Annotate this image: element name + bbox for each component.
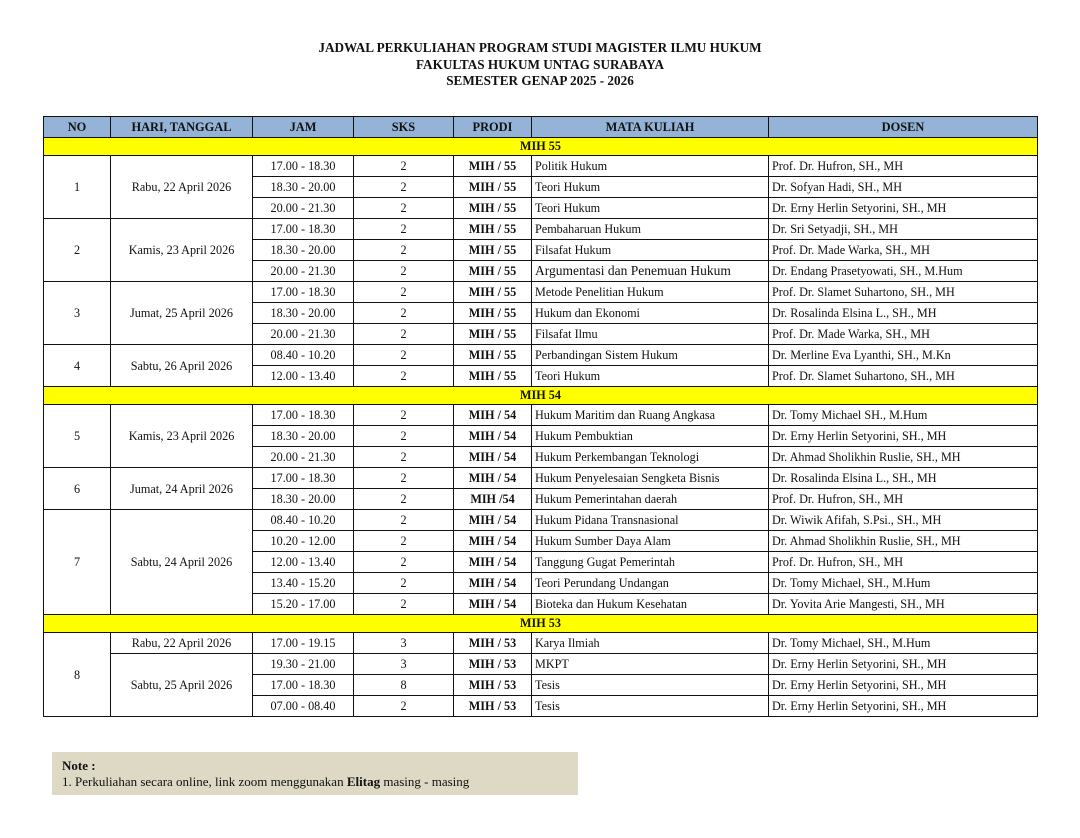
table-row: [44, 468, 1038, 489]
header-sks: SKS: [354, 117, 454, 138]
cell-dosen: Dr. Rosalinda Elsina L., SH., MH: [769, 303, 1038, 324]
cell-dosen: Prof. Dr. Made Warka, SH., MH: [769, 240, 1038, 261]
cell-mata-kuliah: Hukum Pemerintahan daerah: [532, 489, 769, 510]
cell-prodi: MIH / 55: [454, 324, 532, 345]
cell-mata-kuliah: Tanggung Gugat Pemerintah: [532, 552, 769, 573]
cell-mata-kuliah: Karya Ilmiah: [532, 633, 769, 654]
cell-mata-kuliah: Teori Hukum: [532, 198, 769, 219]
cell-no: 4: [44, 345, 111, 387]
cell-dosen: Dr. Tomy Michael, SH., M.Hum: [769, 633, 1038, 654]
cell-mata-kuliah: Hukum Penyelesaian Sengketa Bisnis: [532, 468, 769, 489]
cell-dosen: Dr. Tomy Michael SH., M.Hum: [769, 405, 1038, 426]
cell-no: 5: [44, 405, 111, 468]
table-row: [44, 654, 1038, 675]
cell-prodi: MIH / 54: [454, 594, 532, 615]
cell-sks: 2: [354, 405, 454, 426]
cell-dosen: Dr. Erny Herlin Setyorini, SH., MH: [769, 675, 1038, 696]
group-row: [44, 387, 1038, 405]
cell-dosen: Dr. Erny Herlin Setyorini, SH., MH: [769, 426, 1038, 447]
table-row: [44, 219, 1038, 240]
cell-jam: 17.00 - 18.30: [253, 219, 354, 240]
cell-prodi: MIH / 54: [454, 531, 532, 552]
header-jam: JAM: [253, 117, 354, 138]
table-row: [44, 345, 1038, 366]
cell-jam: 20.00 - 21.30: [253, 261, 354, 282]
cell-sks: 2: [354, 531, 454, 552]
table-body: [44, 138, 1038, 717]
cell-sks: 2: [354, 240, 454, 261]
cell-mata-kuliah: Tesis: [532, 696, 769, 717]
cell-prodi: MIH / 54: [454, 468, 532, 489]
cell-sks: 2: [354, 468, 454, 489]
cell-mata-kuliah: Pembaharuan Hukum: [532, 219, 769, 240]
cell-mata-kuliah: Teori Perundang Undangan: [532, 573, 769, 594]
cell-jam: 13.40 - 15.20: [253, 573, 354, 594]
cell-jam: 17.00 - 18.30: [253, 156, 354, 177]
cell-dosen: Dr. Ahmad Sholikhin Ruslie, SH., MH: [769, 447, 1038, 468]
cell-prodi: MIH / 55: [454, 345, 532, 366]
cell-jam: 18.30 - 20.00: [253, 240, 354, 261]
cell-dosen: Prof. Dr. Hufron, SH., MH: [769, 489, 1038, 510]
cell-sks: 2: [354, 552, 454, 573]
note-text-bold: Elitag: [346, 774, 381, 789]
cell-mata-kuliah: Hukum Pembuktian: [532, 426, 769, 447]
table-row: [44, 156, 1038, 177]
cell-dosen: Dr. Endang Prasetyowati, SH., M.Hum: [769, 261, 1038, 282]
cell-sks: 2: [354, 447, 454, 468]
cell-mata-kuliah: Tesis: [532, 675, 769, 696]
cell-jam: 17.00 - 18.30: [253, 282, 354, 303]
cell-prodi: MIH / 55: [454, 303, 532, 324]
cell-jam: 20.00 - 21.30: [253, 324, 354, 345]
cell-sks: 2: [354, 345, 454, 366]
cell-prodi: MIH / 55: [454, 261, 532, 282]
cell-dosen: Prof. Dr. Slamet Suhartono, SH., MH: [769, 366, 1038, 387]
cell-prodi: MIH / 55: [454, 219, 532, 240]
cell-dosen: Dr. Yovita Arie Mangesti, SH., MH: [769, 594, 1038, 615]
cell-dosen: Prof. Dr. Hufron, SH., MH: [769, 156, 1038, 177]
header-mata-kuliah: MATA KULIAH: [532, 117, 769, 138]
cell-jam: 17.00 - 18.30: [253, 405, 354, 426]
cell-sks: 3: [354, 654, 454, 675]
cell-jam: 17.00 - 19.15: [253, 633, 354, 654]
cell-sks: 2: [354, 510, 454, 531]
cell-jam: 20.00 - 21.30: [253, 447, 354, 468]
cell-sks: 3: [354, 633, 454, 654]
cell-dosen: Dr. Erny Herlin Setyorini, SH., MH: [769, 696, 1038, 717]
cell-mata-kuliah: Teori Hukum: [532, 366, 769, 387]
cell-prodi: MIH / 54: [454, 405, 532, 426]
cell-jam: 18.30 - 20.00: [253, 177, 354, 198]
cell-jam: 15.20 - 17.00: [253, 594, 354, 615]
table-row: [44, 633, 1038, 654]
cell-mata-kuliah: Hukum Maritim dan Ruang Angkasa: [532, 405, 769, 426]
note-item: [62, 774, 578, 790]
cell-mata-kuliah: Filsafat Hukum: [532, 240, 769, 261]
cell-mata-kuliah: Filsafat Ilmu: [532, 324, 769, 345]
cell-no: 3: [44, 282, 111, 345]
cell-hari-tanggal: Kamis, 23 April 2026: [111, 405, 253, 468]
cell-dosen: Prof. Dr. Hufron, SH., MH: [769, 552, 1038, 573]
cell-hari-tanggal: Sabtu, 25 April 2026: [111, 654, 253, 717]
table-header-row: [44, 117, 1038, 138]
cell-sks: 2: [354, 261, 454, 282]
header-no: NO: [44, 117, 111, 138]
cell-jam: 10.20 - 12.00: [253, 531, 354, 552]
cell-mata-kuliah: Perbandingan Sistem Hukum: [532, 345, 769, 366]
cell-jam: 12.00 - 13.40: [253, 552, 354, 573]
cell-sks: 2: [354, 594, 454, 615]
note-title: Note :: [62, 758, 96, 773]
cell-jam: 07.00 - 08.40: [253, 696, 354, 717]
cell-prodi: MIH / 55: [454, 240, 532, 261]
cell-prodi: MIH / 53: [454, 675, 532, 696]
table-row: [44, 405, 1038, 426]
cell-prodi: MIH / 54: [454, 552, 532, 573]
cell-jam: 17.00 - 18.30: [253, 675, 354, 696]
document-title-block: [0, 40, 1080, 90]
note-text-after: masing - masing: [380, 774, 470, 789]
cell-sks: 2: [354, 366, 454, 387]
cell-prodi: MIH / 55: [454, 177, 532, 198]
cell-mata-kuliah: Hukum Sumber Daya Alam: [532, 531, 769, 552]
cell-dosen: Dr. Sri Setyadji, SH., MH: [769, 219, 1038, 240]
cell-hari-tanggal: Kamis, 23 April 2026: [111, 219, 253, 282]
group-label: MIH 54: [44, 387, 1038, 405]
table-row: [44, 510, 1038, 531]
cell-sks: 2: [354, 219, 454, 240]
group-label: MIH 55: [44, 138, 1038, 156]
note-text-before: 1. Perkuliahan secara online, link zoom menggunakan: [62, 774, 347, 789]
cell-no: 6: [44, 468, 111, 510]
cell-no: 2: [44, 219, 111, 282]
note-box: [52, 752, 578, 795]
cell-mata-kuliah: Metode Penelitian Hukum: [532, 282, 769, 303]
cell-jam: 08.40 - 10.20: [253, 345, 354, 366]
cell-mata-kuliah: Politik Hukum: [532, 156, 769, 177]
cell-jam: 18.30 - 20.00: [253, 426, 354, 447]
cell-jam: 12.00 - 13.40: [253, 366, 354, 387]
cell-jam: 08.40 - 10.20: [253, 510, 354, 531]
cell-dosen: Dr. Erny Herlin Setyorini, SH., MH: [769, 654, 1038, 675]
cell-jam: 20.00 - 21.30: [253, 198, 354, 219]
cell-mata-kuliah: Bioteka dan Hukum Kesehatan: [532, 594, 769, 615]
cell-sks: 2: [354, 573, 454, 594]
cell-hari-tanggal: Sabtu, 24 April 2026: [111, 510, 253, 615]
cell-hari-tanggal: Rabu, 22 April 2026: [111, 633, 253, 654]
cell-dosen: Prof. Dr. Slamet Suhartono, SH., MH: [769, 282, 1038, 303]
schedule-table: [43, 116, 1038, 717]
cell-jam: 17.00 - 18.30: [253, 468, 354, 489]
cell-sks: 2: [354, 282, 454, 303]
cell-mata-kuliah: MKPT: [532, 654, 769, 675]
cell-jam: 18.30 - 20.00: [253, 489, 354, 510]
header-dosen: DOSEN: [769, 117, 1038, 138]
cell-dosen: Prof. Dr. Made Warka, SH., MH: [769, 324, 1038, 345]
cell-jam: 18.30 - 20.00: [253, 303, 354, 324]
cell-sks: 8: [354, 675, 454, 696]
cell-sks: 2: [354, 156, 454, 177]
cell-mata-kuliah: Argumentasi dan Penemuan Hukum: [532, 261, 769, 282]
cell-dosen: Dr. Ahmad Sholikhin Ruslie, SH., MH: [769, 531, 1038, 552]
table-row: [44, 282, 1038, 303]
cell-hari-tanggal: Jumat, 24 April 2026: [111, 468, 253, 510]
group-label: MIH 53: [44, 615, 1038, 633]
cell-hari-tanggal: Rabu, 22 April 2026: [111, 156, 253, 219]
cell-dosen: Dr. Wiwik Afifah, S.Psi., SH., MH: [769, 510, 1038, 531]
cell-prodi: MIH / 53: [454, 654, 532, 675]
title-line-3: SEMESTER GENAP 2025 - 2026: [446, 73, 634, 88]
group-row: [44, 138, 1038, 156]
cell-sks: 2: [354, 198, 454, 219]
cell-sks: 2: [354, 324, 454, 345]
cell-prodi: MIH / 53: [454, 696, 532, 717]
cell-jam: 19.30 - 21.00: [253, 654, 354, 675]
cell-hari-tanggal: Jumat, 25 April 2026: [111, 282, 253, 345]
cell-dosen: Dr. Erny Herlin Setyorini, SH., MH: [769, 198, 1038, 219]
cell-no: 7: [44, 510, 111, 615]
cell-dosen: Dr. Tomy Michael, SH., M.Hum: [769, 573, 1038, 594]
cell-prodi: MIH /54: [454, 489, 532, 510]
title-line-2: FAKULTAS HUKUM UNTAG SURABAYA: [415, 56, 665, 72]
group-row: [44, 615, 1038, 633]
cell-prodi: MIH / 55: [454, 282, 532, 303]
cell-mata-kuliah: Hukum dan Ekonomi: [532, 303, 769, 324]
cell-prodi: MIH / 55: [454, 198, 532, 219]
cell-sks: 2: [354, 489, 454, 510]
cell-prodi: MIH / 54: [454, 426, 532, 447]
cell-prodi: MIH / 55: [454, 366, 532, 387]
title-line-1: JADWAL PERKULIAHAN PROGRAM STUDI MAGISTER ILMU HUKUM: [318, 40, 762, 55]
cell-sks: 2: [354, 696, 454, 717]
cell-sks: 2: [354, 177, 454, 198]
cell-hari-tanggal: Sabtu, 26 April 2026: [111, 345, 253, 387]
cell-mata-kuliah: Hukum Pidana Transnasional: [532, 510, 769, 531]
cell-prodi: MIH / 54: [454, 510, 532, 531]
cell-dosen: Dr. Rosalinda Elsina L., SH., MH: [769, 468, 1038, 489]
header-hari-tanggal: HARI, TANGGAL: [111, 117, 253, 138]
cell-prodi: MIH / 55: [454, 156, 532, 177]
cell-dosen: Dr. Merline Eva Lyanthi, SH., M.Kn: [769, 345, 1038, 366]
cell-no: 8: [44, 633, 111, 717]
cell-no: 1: [44, 156, 111, 219]
cell-sks: 2: [354, 426, 454, 447]
cell-prodi: MIH / 54: [454, 447, 532, 468]
cell-prodi: MIH / 54: [454, 573, 532, 594]
cell-prodi: MIH / 53: [454, 633, 532, 654]
header-prodi: PRODI: [454, 117, 532, 138]
cell-mata-kuliah: Teori Hukum: [532, 177, 769, 198]
cell-mata-kuliah: Hukum Perkembangan Teknologi: [532, 447, 769, 468]
cell-dosen: Dr. Sofyan Hadi, SH., MH: [769, 177, 1038, 198]
cell-sks: 2: [354, 303, 454, 324]
